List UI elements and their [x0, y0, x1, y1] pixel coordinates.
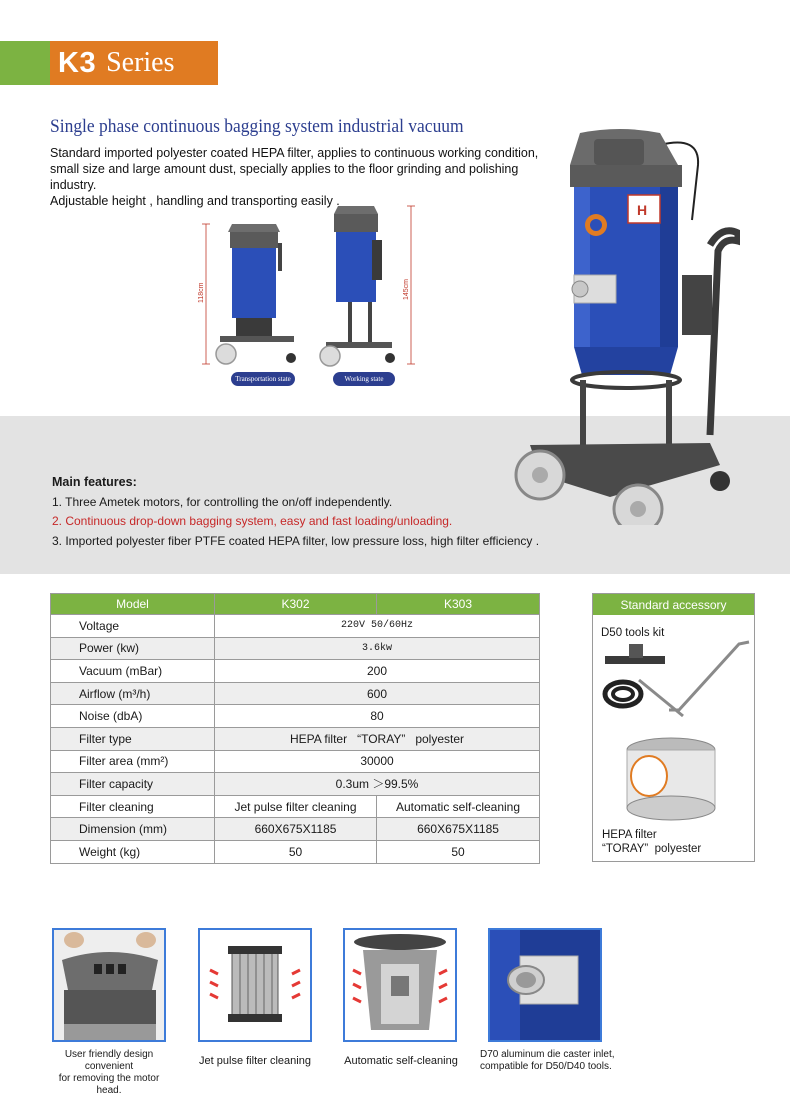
table-row [51, 773, 540, 796]
row-value: 30000 [215, 750, 540, 773]
product-description [50, 145, 550, 209]
feature-item: 3. Imported polyester fiber PTFE coated HEPA filter, low pressure loss, high filter efficiency . [52, 533, 540, 548]
series-banner [0, 41, 218, 85]
k302-value: Jet pulse filter cleaning [215, 795, 377, 818]
accessory-title: Standard accessory [593, 594, 754, 615]
description-line: Standard imported polyester coated HEPA filter, applies to continuous working condition, [50, 146, 539, 160]
spec-table [50, 593, 540, 864]
features-title: Main features: [52, 475, 137, 489]
table-row [51, 705, 540, 728]
table-row [51, 660, 540, 683]
caption-line: Automatic self-cleaning [344, 1055, 458, 1067]
k302-value: 50 [215, 840, 377, 863]
caption-line: Jet pulse filter cleaning [199, 1055, 311, 1067]
product-subtitle: Single phase continuous bagging system industrial vacuum [50, 116, 464, 137]
caption-line: D70 aluminum die caster inlet, [480, 1049, 615, 1060]
caption-motor-head [46, 1049, 172, 1097]
row-label: Power (kw) [51, 637, 215, 660]
row-value: 220V 50/60Hz [215, 615, 540, 638]
caption-line: User friendly design convenient [64, 1049, 154, 1072]
k303-value: 660X675X1185 [377, 818, 540, 841]
description-line: Adjustable height , handling and transporting easily . [50, 194, 340, 208]
transport-state-pill: Transportation state [231, 372, 295, 386]
row-label: Filter type [51, 727, 215, 750]
table-row [51, 795, 540, 818]
row-label: Voltage [51, 615, 215, 638]
row-value: 200 [215, 660, 540, 683]
table-row [51, 750, 540, 773]
working-height-label: 145cm [403, 278, 410, 300]
row-value: 80 [215, 705, 540, 728]
row-label: Weight (kg) [51, 840, 215, 863]
k303-value: 50 [377, 840, 540, 863]
header-k302: K302 [215, 594, 377, 615]
series-label: Series [106, 47, 175, 78]
row-label: Airflow (m³/h) [51, 682, 215, 705]
feature-item: 1. Three Ametek motors, for controlling the on/off independently. [52, 494, 393, 509]
accessory-box [592, 593, 755, 862]
caption-inlet [480, 1049, 620, 1073]
row-value: 600 [215, 682, 540, 705]
hepa-line-1: HEPA filter [602, 829, 657, 841]
table-row [51, 840, 540, 863]
row-label: Vacuum (mBar) [51, 660, 215, 683]
caption-jet-pulse [190, 1055, 320, 1067]
table-row [51, 615, 540, 638]
row-value: 0.3um ＞99.5% [215, 773, 540, 796]
row-label: Filter capacity [51, 773, 215, 796]
main-features [52, 473, 539, 551]
row-value: HEPA filter “TORAY” polyester [215, 727, 540, 750]
hepa-line-2: “TORAY” polyester [602, 843, 702, 855]
feature-item: 2. Continuous drop-down bagging system, easy and fast loading/unloading. [52, 514, 453, 528]
tools-kit-label: D50 tools kit [601, 627, 665, 639]
table-row [51, 818, 540, 841]
hepa-filter-image [619, 736, 729, 822]
row-label: Dimension (mm) [51, 818, 215, 841]
row-label: Filter cleaning [51, 795, 215, 818]
row-value: 3.6kw [215, 637, 540, 660]
caption-line: compatible for D50/D40 tools. [480, 1061, 612, 1072]
vacuum-product-image [510, 125, 740, 525]
description-line: small size and large amount dust, specially applies to the floor grinding and polishing industry. [50, 162, 519, 192]
thumb-jet-pulse [198, 928, 312, 1042]
thumb-inlet [488, 928, 602, 1042]
table-row [51, 727, 540, 750]
svg-text:H: H [637, 202, 648, 218]
table-row [51, 637, 540, 660]
thumb-self-cleaning [343, 928, 457, 1042]
table-row [51, 682, 540, 705]
header-k303: K303 [377, 594, 540, 615]
row-label: Noise (dbA) [51, 705, 215, 728]
k303-value: Automatic self-cleaning [377, 795, 540, 818]
transport-height-label: 118cm [198, 282, 205, 303]
row-label: Filter area (mm²) [51, 750, 215, 773]
thumb-motor-head [52, 928, 166, 1042]
series-title [50, 41, 218, 85]
header-model: Model [51, 594, 215, 615]
working-state-pill: Working state [333, 372, 395, 386]
transport-state-figure [196, 218, 306, 368]
model-name: K3 [58, 46, 97, 79]
caption-self-cleaning [336, 1055, 466, 1067]
hepa-filter-label [602, 828, 701, 856]
k302-value: 660X675X1185 [215, 818, 377, 841]
caption-line: for removing the motor head. [58, 1073, 160, 1096]
tools-kit-image [599, 630, 751, 720]
